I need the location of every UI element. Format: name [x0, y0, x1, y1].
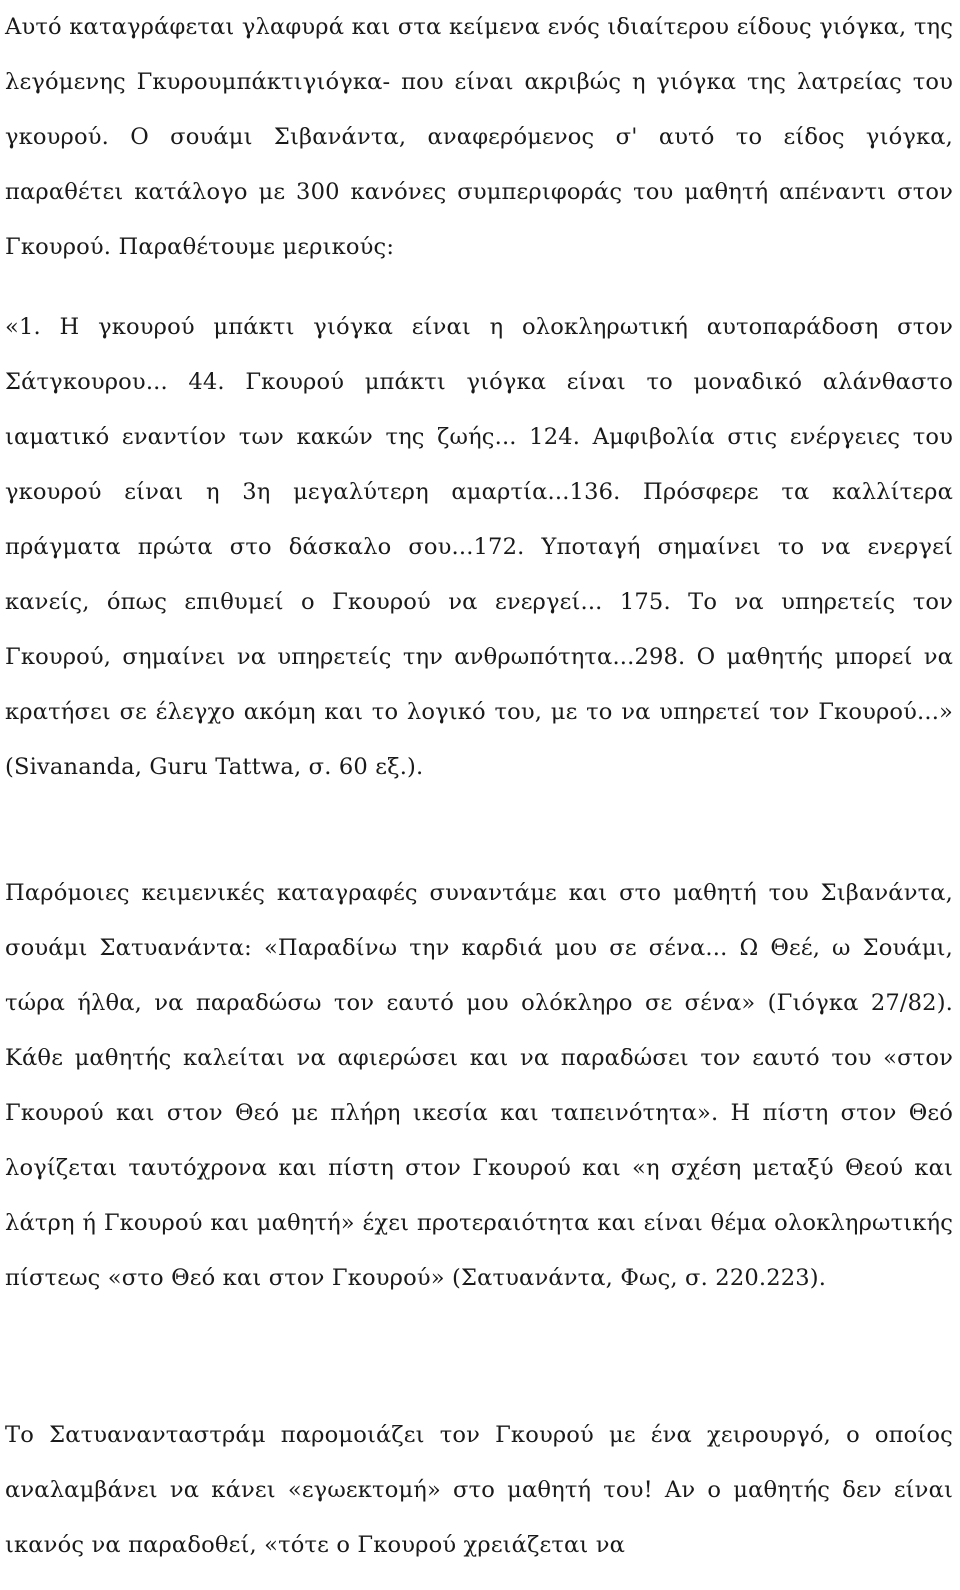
paragraph-sivananda-rules-quote: «1. Η γκουρού μπάκτι γιόγκα είναι η ολοκληρωτική αυτοπαράδοση στον Σάτγκουρου... 44. Γκουρού μπάκτι γιόγκα είναι το μοναδικό αλάνθαστο ιαματικό εναντίον των κακών της ζωής... 124. Αμφιβολία στις ενέργειες του γκουρού είναι η 3η μεγαλύτερη αμαρτία...136. Πρόσφερε τα καλλίτερα πράγματα πρώτα στο δάσκαλο σου...172. Υποταγή σημαίνει το να ενεργεί κανείς, όπως επιθυμεί ο Γκουρού να ενεργεί... 175. Το να υπηρετείς τον Γκουρού, σημαίνει να υπηρετείς την ανθρωπότητα...298. Ο μαθητής μπορεί να κρατήσει σε έλεγχο ακόμη και το λογικό του, με το να υπηρετεί τον Γκουρού...» (Sivananda, Guru Tattwa, σ. 60 εξ.).: [5, 314, 953, 780]
paragraph-surgeon-comparison: Το Σατυανανταστράμ παρομοιάζει τον Γκουρού με ένα χειρουργό, ο οποίος αναλαμβάνει να κάνει «εγωεκτομή» στο μαθητή του! Αν ο μαθητής δεν είναι ικανός να παραδοθεί, «τότε ο Γκουρού χρειάζεται να: [5, 1422, 953, 1558]
paragraph-satyananda-records: Παρόμοιες κειμενικές καταγραφές συναντάμε και στο μαθητή του Σιβανάντα, σουάμι Σατυανάντα: «Παραδίνω την καρδιά μου σε σένα... Ω Θεέ, ω Σουάμι, τώρα ήλθα, να παραδώσω τον εαυτό μου ολόκληρο σε σένα» (Γιόγκα 27/82). Κάθε μαθητής καλείται να αφιερώσει και να παραδώσει τον εαυτό του «στον Γκουρού και στον Θεό με πλήρη ικεσία και ταπεινότητα». Η πίστη στον Θεό λογίζεται ταυτόχρονα και πίστη στον Γκουρού και «η σχέση μεταξύ Θεού και λάτρη ή Γκουρού και μαθητή» έχει προτεραιότητα και είναι θέμα ολοκληρωτικής πίστεως «στο Θεό και στον Γκουρού» (Σατυανάντα, Φως, σ. 220.223).: [5, 880, 953, 1291]
paragraph-guru-bhakti-intro: Αυτό καταγράφεται γλαφυρά και στα κείμενα ενός ιδιαίτερου είδους γιόγκα, της λεγόμενης Γκυρουμπάκτιγιόγκα- που είναι ακριβώς η γιόγκα της λατρείας του γκουρού. Ο σουάμι Σιβανάντα, αναφερόμενος σ' αυτό το είδος γιόγκα, παραθέτει κατάλογο με 300 κανόνες συμπεριφοράς του μαθητή απέναντι στον Γκουρού. Παραθέτουμε μερικούς:: [5, 14, 953, 260]
